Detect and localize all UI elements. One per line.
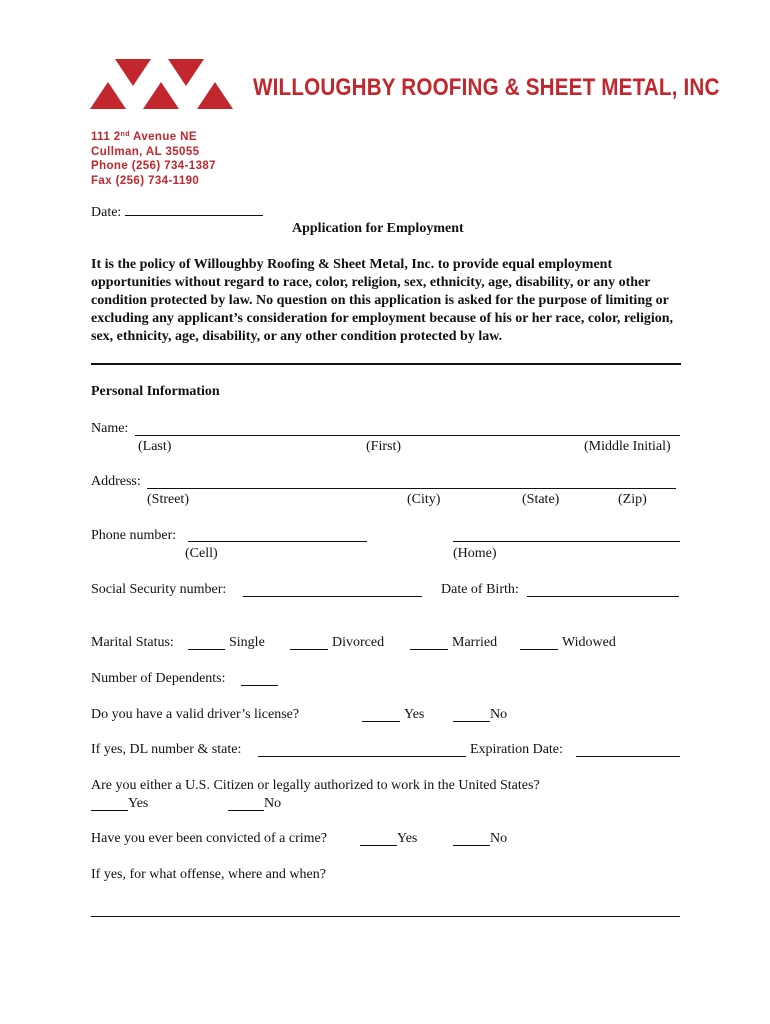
crime-yes-option: Yes	[397, 831, 418, 846]
fax-line: Fax (256) 734-1190	[91, 174, 200, 187]
widowed-option: Widowed	[562, 635, 616, 650]
crime-no-blank[interactable]	[453, 845, 490, 846]
company-name: WILLOUGHBY ROOFING & SHEET METAL, INC	[253, 74, 720, 101]
expiration-input-line[interactable]	[576, 756, 680, 757]
address-state-caption: (State)	[522, 492, 560, 507]
marital-label: Marital Status:	[91, 635, 174, 650]
address-zip-caption: (Zip)	[618, 492, 647, 507]
ssn-input-line[interactable]	[243, 596, 422, 597]
section-title: Personal Information	[91, 384, 220, 399]
crime-question: Have you ever been convicted of a crime?	[91, 831, 327, 846]
license-no-blank[interactable]	[453, 721, 490, 722]
offense-input-line[interactable]	[91, 916, 680, 917]
city-line: Cullman, AL 35055	[91, 145, 200, 158]
license-yes-option: Yes	[404, 707, 425, 722]
widowed-blank[interactable]	[520, 649, 558, 650]
address-line: 111 2nd Avenue NE	[91, 131, 197, 143]
citizen-question: Are you either a U.S. Citizen or legally authorized to work in the United States?	[91, 778, 540, 793]
home-caption: (Home)	[453, 546, 497, 561]
form-title: Application for Employment	[292, 221, 464, 236]
address-city-caption: (City)	[407, 492, 441, 507]
name-last-caption: (Last)	[138, 439, 172, 454]
name-input-line[interactable]	[135, 435, 680, 436]
dependents-blank[interactable]	[241, 685, 278, 686]
dl-input-line[interactable]	[258, 756, 466, 757]
dependents-label: Number of Dependents:	[91, 671, 226, 686]
crime-yes-blank[interactable]	[360, 845, 397, 846]
company-contact	[91, 128, 216, 188]
cell-caption: (Cell)	[185, 546, 218, 561]
citizen-no-blank[interactable]	[228, 810, 264, 811]
married-blank[interactable]	[410, 649, 448, 650]
home-phone-line[interactable]	[453, 541, 680, 542]
address-street-caption: (Street)	[147, 492, 189, 507]
phone-line: Phone (256) 734-1387	[91, 160, 216, 172]
cell-phone-line[interactable]	[188, 541, 367, 542]
married-option: Married	[452, 635, 498, 650]
crime-no-option: No	[490, 831, 508, 846]
date-field[interactable]: Date:	[91, 203, 263, 221]
section-divider	[91, 363, 681, 365]
name-label: Name:	[91, 421, 129, 436]
ssn-label: Social Security number:	[91, 582, 227, 597]
address-label: Address:	[91, 474, 141, 489]
citizen-yes-option: Yes	[128, 796, 149, 811]
divorced-option: Divorced	[332, 635, 385, 650]
company-logo	[88, 56, 236, 112]
dl-label: If yes, DL number & state:	[91, 742, 242, 757]
dob-label: Date of Birth:	[441, 582, 519, 597]
dob-input-line[interactable]	[527, 596, 679, 597]
address-input-line[interactable]	[147, 488, 676, 489]
single-blank[interactable]	[188, 649, 225, 650]
license-question: Do you have a valid driver’s license?	[91, 707, 300, 722]
name-middle-caption: (Middle Initial)	[584, 439, 671, 454]
citizen-no-option: No	[264, 796, 282, 811]
date-blank[interactable]	[125, 203, 263, 216]
policy-statement: It is the policy of Willoughby Roofing & Sheet Metal, Inc. to provide equal employment opportunities without regard to race, color, religion, sex, ethnicity, age, disability, or any other condition protected by law. No question on this application is asked for the purpose of limiting or excluding any applicant’s consideration for employment because of his or her race, color, religion, sex, ethnicity, age, disability, or any other condition protected by law.	[91, 257, 674, 344]
license-yes-blank[interactable]	[362, 721, 400, 722]
single-option: Single	[229, 635, 265, 650]
offense-question: If yes, for what offense, where and when?	[91, 867, 326, 882]
license-no-option: No	[490, 707, 508, 722]
divorced-blank[interactable]	[290, 649, 328, 650]
phone-label: Phone number:	[91, 528, 177, 543]
citizen-yes-blank[interactable]	[91, 810, 128, 811]
expiration-label: Expiration Date:	[470, 742, 563, 757]
name-first-caption: (First)	[366, 439, 401, 454]
